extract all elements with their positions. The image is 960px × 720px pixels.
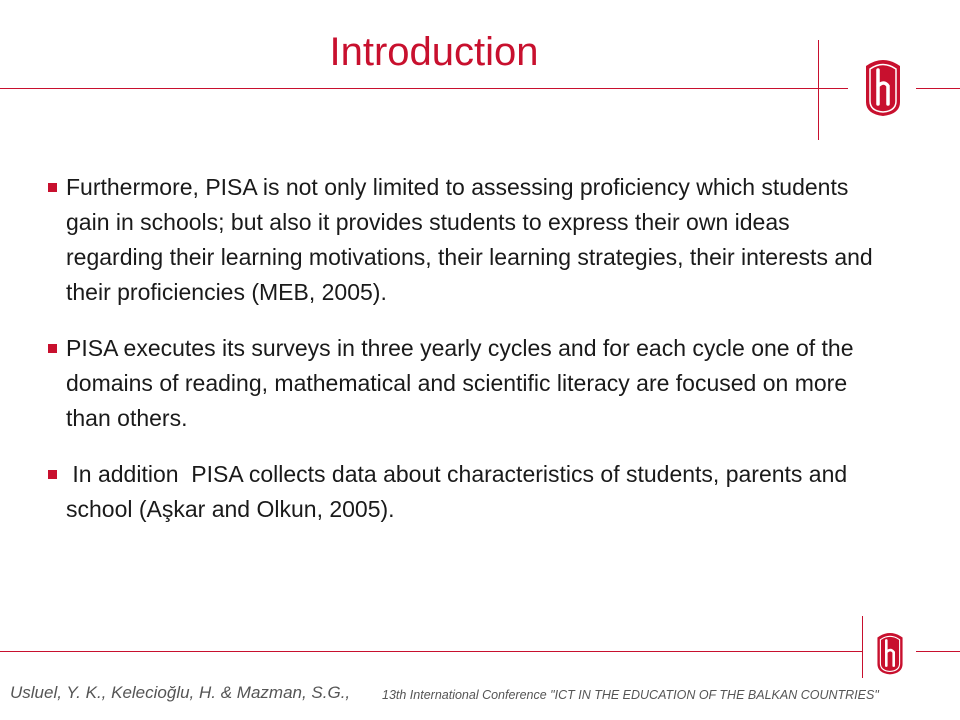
footer-divider-line-right: [916, 651, 960, 652]
header-divider-line-right: [916, 88, 960, 89]
header-vertical-line: [818, 40, 819, 140]
footer-authors: Usluel, Y. K., Kelecioğlu, H. & Mazman, S.G.,: [10, 683, 351, 702]
footer-vertical-line: [862, 616, 863, 678]
bullet-list: [48, 170, 878, 548]
list-item: [48, 457, 878, 527]
footer-conference: 13th International Conference "ICT IN THE EDUCATION OF THE BALKAN COUNTRIES": [382, 688, 879, 702]
list-item: [48, 331, 878, 436]
hacettepe-logo-icon: [873, 630, 907, 676]
header-divider-line: [0, 88, 848, 89]
page-title: Introduction: [329, 30, 539, 74]
bullet-text: Furthermore, PISA is not only limited to assessing proficiency which students gain in schools; but also it provides students to express their own ideas regarding their learning motivations, their learning strategies, their interests and their proficiencies (MEB, 2005).: [66, 174, 873, 305]
bullet-text: PISA executes its surveys in three yearly cycles and for each cycle one of the domains of reading, mathematical and scientific literacy are focused on more than others.: [66, 335, 854, 431]
footer-divider-line: [0, 651, 862, 652]
hacettepe-logo-icon: [860, 56, 906, 118]
bullet-text: In addition PISA collects data about characteristics of students, parents and school (Aşkar and Olkun, 2005).: [66, 461, 854, 522]
square-bullet-icon: [48, 470, 57, 479]
square-bullet-icon: [48, 183, 57, 192]
list-item: [48, 170, 878, 310]
square-bullet-icon: [48, 344, 57, 353]
